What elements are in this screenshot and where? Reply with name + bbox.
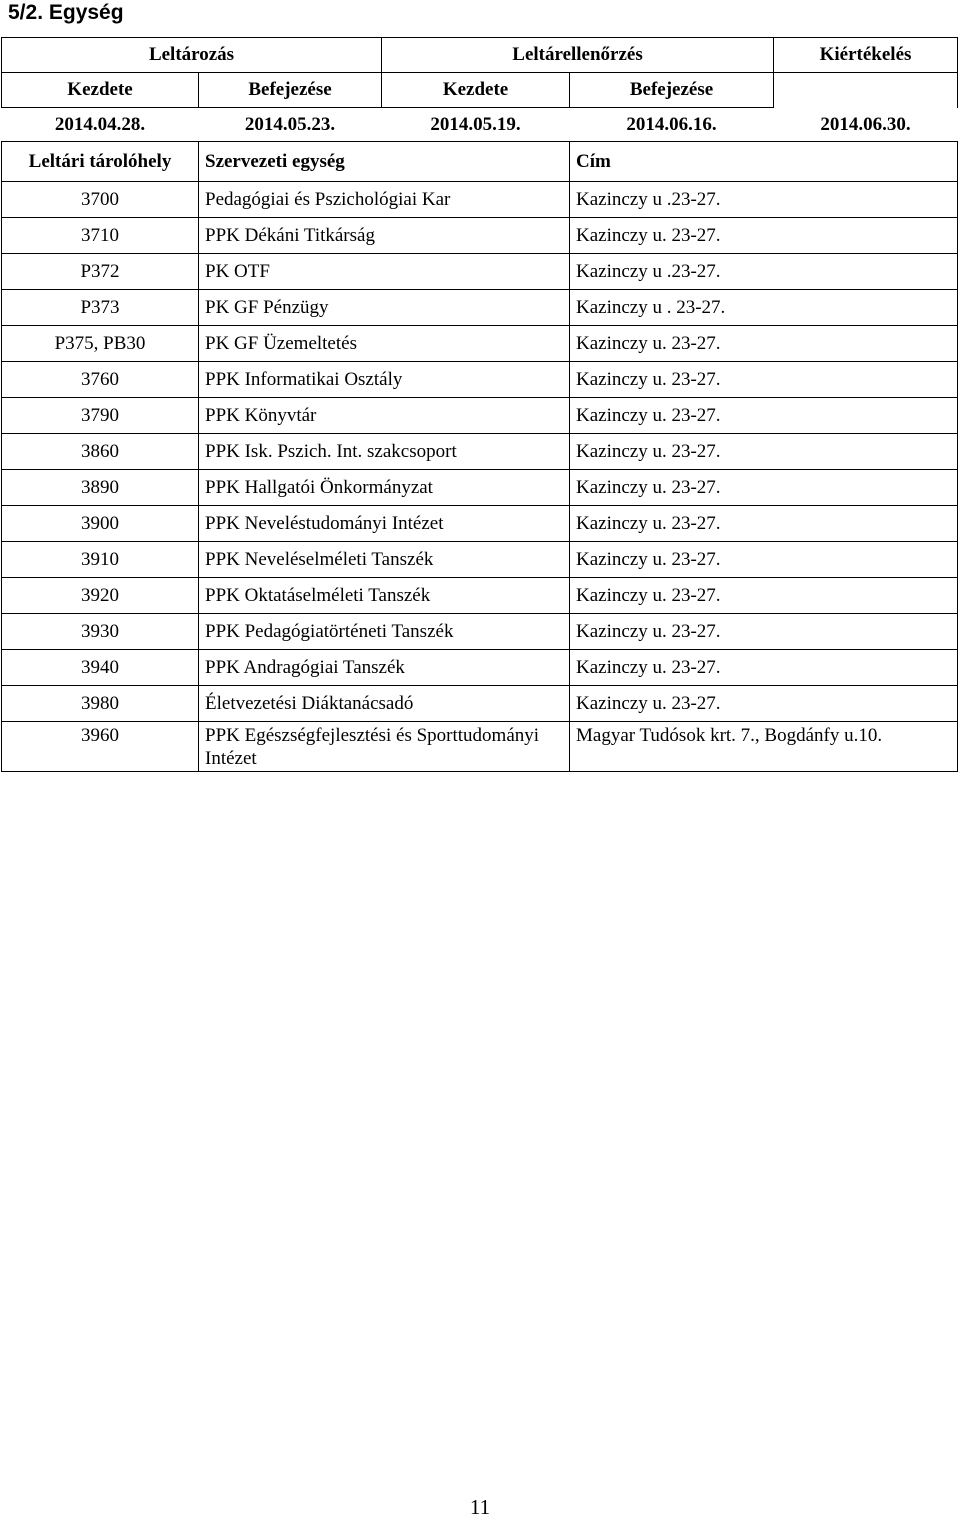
table-row xyxy=(2,686,958,722)
location-cell: 3980 xyxy=(2,686,199,722)
table-row xyxy=(2,506,958,542)
ellenorzes-kezdete-header: Kezdete xyxy=(382,73,570,108)
unit-cell: PK OTF xyxy=(199,254,570,290)
location-cell: 3890 xyxy=(2,470,199,506)
address-column-header: Cím xyxy=(570,142,958,182)
table-row xyxy=(2,290,958,326)
unit-cell: PPK Oktatáselméleti Tanszék xyxy=(199,578,570,614)
address-cell: Kazinczy u. 23-27. xyxy=(570,362,958,398)
leltarozas-kezdete-header: Kezdete xyxy=(2,73,199,108)
unit-cell: PPK Informatikai Osztály xyxy=(199,362,570,398)
location-cell: 3860 xyxy=(2,434,199,470)
unit-cell: PK GF Pénzügy xyxy=(199,290,570,326)
unit-cell: PPK Egészségfejlesztési és Sporttudományi Intézet xyxy=(199,722,570,772)
inventory-header-row xyxy=(2,142,958,182)
kiertekeles-header: Kiértékelés xyxy=(774,38,958,73)
location-column-header: Leltári tárolóhely xyxy=(2,142,199,182)
unit-cell: PPK Könyvtár xyxy=(199,398,570,434)
address-cell: Kazinczy u. 23-27. xyxy=(570,578,958,614)
table-row xyxy=(2,326,958,362)
address-cell: Kazinczy u. 23-27. xyxy=(570,434,958,470)
unit-cell: PPK Andragógiai Tanszék xyxy=(199,650,570,686)
kiertekeles-subheader-empty xyxy=(774,73,958,108)
unit-cell: PPK Pedagógiatörténeti Tanszék xyxy=(199,614,570,650)
table-row xyxy=(2,578,958,614)
ellenorzes-befejezese-date: 2014.06.16. xyxy=(626,114,717,136)
unit-cell: PK GF Üzemeltetés xyxy=(199,326,570,362)
address-cell: Kazinczy u .23-27. xyxy=(570,254,958,290)
inventory-table xyxy=(1,141,958,772)
location-cell: 3710 xyxy=(2,218,199,254)
location-cell: 3900 xyxy=(2,506,199,542)
table-row xyxy=(2,722,958,772)
address-cell: Kazinczy u. 23-27. xyxy=(570,506,958,542)
table-row xyxy=(2,254,958,290)
location-cell: 3790 xyxy=(2,398,199,434)
address-cell: Kazinczy u. 23-27. xyxy=(570,470,958,506)
schedule-subheader-row xyxy=(2,73,958,108)
location-cell: 3910 xyxy=(2,542,199,578)
address-cell: Kazinczy u. 23-27. xyxy=(570,614,958,650)
table-row xyxy=(2,470,958,506)
table-row xyxy=(2,650,958,686)
address-cell: Kazinczy u. 23-27. xyxy=(570,542,958,578)
unit-cell: PPK Dékáni Titkárság xyxy=(199,218,570,254)
table-row xyxy=(2,542,958,578)
location-cell: 3960 xyxy=(2,722,199,772)
schedule-table xyxy=(1,37,958,143)
location-cell: 3700 xyxy=(2,182,199,218)
leltarozas-header: Leltározás xyxy=(2,38,382,73)
kiertekeles-date: 2014.06.30. xyxy=(820,114,911,135)
leltarozas-befejezese-header: Befejezése xyxy=(199,73,382,108)
address-cell: Kazinczy u. 23-27. xyxy=(570,398,958,434)
unit-cell: PPK Hallgatói Önkormányzat xyxy=(199,470,570,506)
unit-cell: Életvezetési Diáktanácsadó xyxy=(199,686,570,722)
ellenorzes-befejezese-header: Befejezése xyxy=(570,73,774,108)
address-cell: Kazinczy u . 23-27. xyxy=(570,290,958,326)
location-cell: P373 xyxy=(2,290,199,326)
leltarellenorzes-header: Leltárellenőrzés xyxy=(382,38,774,73)
section-title: 5/2. Egység xyxy=(8,1,124,24)
location-cell: 3760 xyxy=(2,362,199,398)
address-cell: Kazinczy u .23-27. xyxy=(570,182,958,218)
leltarozas-kezdete-date: 2014.04.28. xyxy=(54,114,146,136)
address-cell: Magyar Tudósok krt. 7., Bogdánfy u.10. xyxy=(570,722,958,772)
table-row xyxy=(2,398,958,434)
schedule-header-row xyxy=(2,38,958,73)
address-cell: Kazinczy u. 23-27. xyxy=(570,686,958,722)
page-number: 11 xyxy=(469,1495,491,1519)
table-row xyxy=(2,434,958,470)
unit-column-header: Szervezeti egység xyxy=(199,142,570,182)
schedule-dates-row xyxy=(2,108,958,143)
location-cell: 3920 xyxy=(2,578,199,614)
table-row xyxy=(2,362,958,398)
address-cell: Kazinczy u. 23-27. xyxy=(570,326,958,362)
unit-cell: Pedagógiai és Pszichológiai Kar xyxy=(199,182,570,218)
location-cell: P372 xyxy=(2,254,199,290)
ellenorzes-kezdete-date: 2014.05.19. xyxy=(430,114,521,136)
unit-cell: PPK Isk. Pszich. Int. szakcsoport xyxy=(199,434,570,470)
table-row xyxy=(2,218,958,254)
address-cell: Kazinczy u. 23-27. xyxy=(570,650,958,686)
table-row xyxy=(2,182,958,218)
location-cell: P375, PB30 xyxy=(2,326,199,362)
address-cell: Kazinczy u. 23-27. xyxy=(570,218,958,254)
leltarozas-befejezese-date: 2014.05.23. xyxy=(244,114,336,136)
unit-cell: PPK Neveléstudományi Intézet xyxy=(199,506,570,542)
location-cell: 3930 xyxy=(2,614,199,650)
location-cell: 3940 xyxy=(2,650,199,686)
unit-cell: PPK Neveléselméleti Tanszék xyxy=(199,542,570,578)
table-row xyxy=(2,614,958,650)
